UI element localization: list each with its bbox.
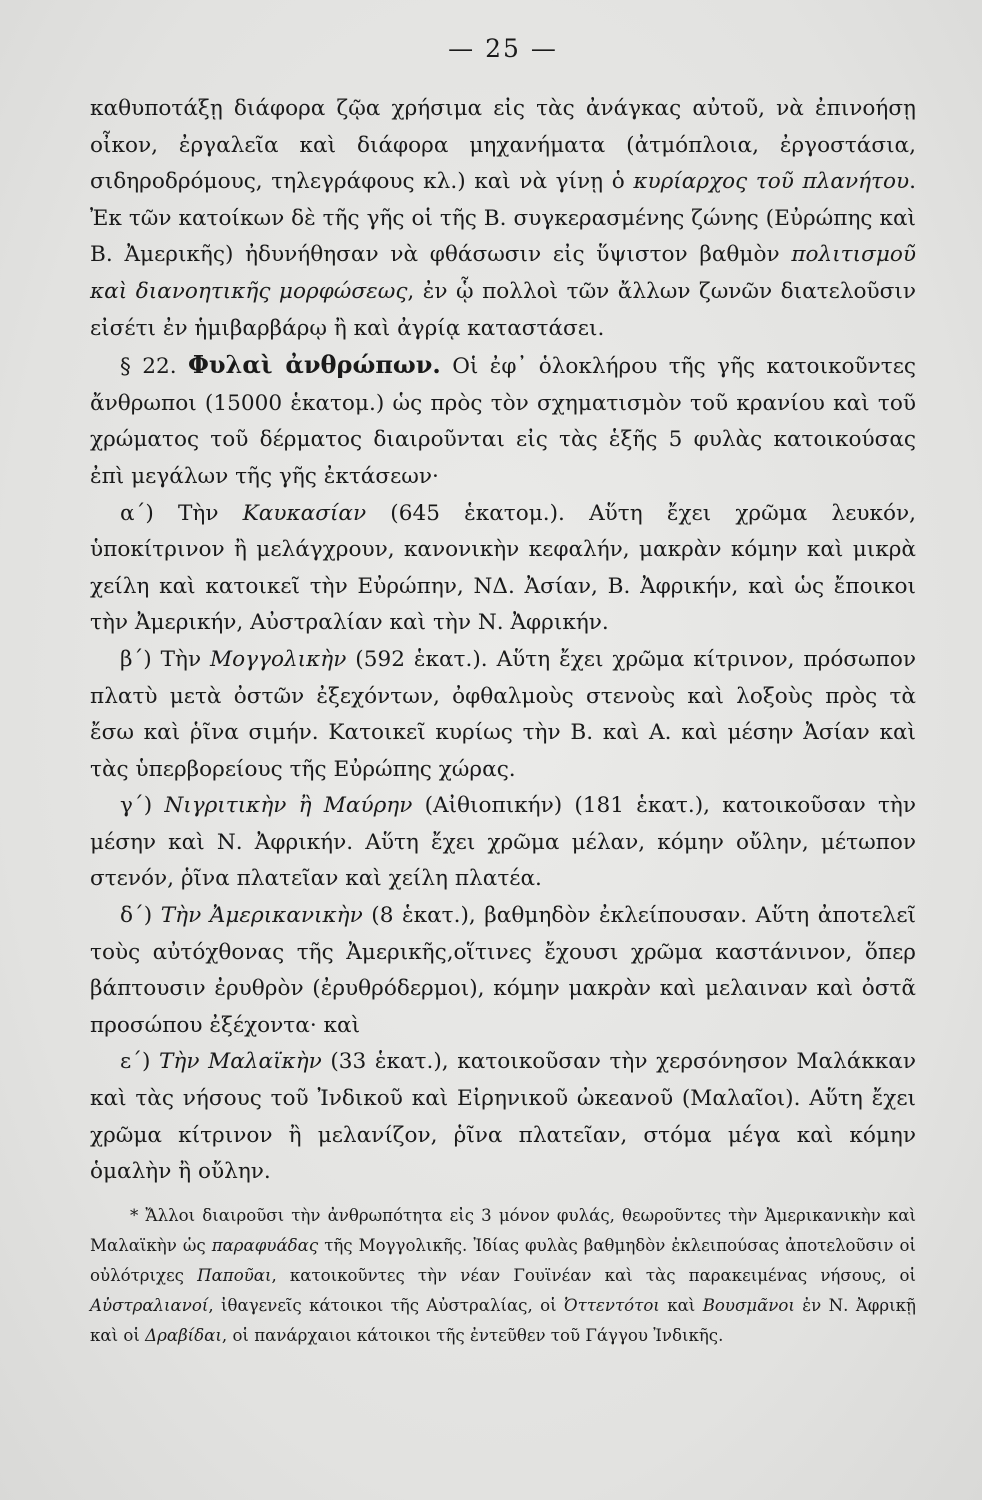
paragraph-1: καθυποτάξῃ διάφορα ζῷα χρήσιμα εἰς τὰς ἀνάγκας αὐτοῦ, νὰ ἐπινοήσῃ οἶκον, ἐργαλεῖα καὶ διάφορα μηχανήματα (ἀτμόπλοια, ἐργοστάσια, σιδηροδρόμους, τηλεγράφους κλ.) καὶ νὰ γίνῃ ὁ κυρίαρχος τοῦ πλανήτου. Ἐκ τῶν κατοίκων δὲ τῆς γῆς οἱ τῆς Β. συγκερασμένης ζώνης (Εὐρώπης καὶ Β. Ἀμερικῆς) ἠδυνήθησαν νὰ φθάσωσιν εἰς ὕψιστον βαθμὸν πολιτισμοῦ καὶ διανοητικῆς μορφώσεως, ἐν ᾧ πολλοὶ τῶν ἄλλων ζωνῶν διατελοῦσιν εἰσέτι ἐν ἡμιβαρβάρῳ ἢ καὶ ἀγρίᾳ καταστάσει. (90, 96, 916, 341)
footnote: * Ἄλλοι διαιροῦσι τὴν ἀνθρωπότητα εἰς 3 μόνον φυλάς, θεωροῦντες τὴν Ἀμερικανικὴν καὶ Μαλαϊκὴν ὡς παραφυάδας τῆς Μογγολικῆς. Ἰδίας φυλὰς βαθμηδὸν ἐκλειπούσας ἀποτελοῦσιν οἱ οὐλότριχες Παποῦαι, κατοικοῦντες τὴν νέαν Γουϊνέαν καὶ τὰς παρακειμένας νήσους, οἱ Αὐστραλιανοί, ἰθαγενεῖς κάτοικοι τῆς Αὐστραλίας, οἱ Ὀττεντότοι καὶ Βουσμᾶνοι ἐν Ν. Ἀφρικῇ καὶ οἱ Δραβίδαι, οἱ πανάρχαιοι κάτοικοι τῆς ἐντεῦθεν τοῦ Γάγγου Ἰνδικῆς. (90, 1205, 916, 1345)
section-22-paragraph: § 22. Φυλαὶ ἀνθρώπων. Οἱ ἐφ᾽ ὁλοκλήρου τῆς γῆς κατοικοῦντες ἄνθρωποι (15000 ἑκατομ.) ὡς πρὸς τὸν σχηματισμὸν τοῦ κρανίου καὶ τοῦ χρώματος τοῦ δέρματος διαιροῦνται εἰς τὰς ἑξῆς 5 φυλὰς κατοικούσας ἐπὶ μεγάλων τῆς γῆς ἐκτάσεων· (90, 350, 917, 489)
race-name: Νιγριτικὴν ἢ Μαύρην (164, 793, 413, 819)
race-name: Τὴν Μαλαϊκὴν (159, 1049, 322, 1075)
race-name: Τὴν Ἀμερικανικὴν (160, 903, 363, 929)
section-title: Φυλαὶ ἀνθρώπων. (188, 350, 441, 380)
race-name: Καυκασίαν (242, 500, 367, 526)
race-name: Μογγολικὴν (210, 646, 347, 672)
emphasis: πολιτισμοῦ καὶ διανοητικῆς μορφώσεως (90, 242, 916, 304)
race-caucasian: α΄) Τὴν Καυκασίαν (645 ἑκατομ.). Αὕτη ἔχει χρῶμα λευκόν, ὑποκίτρινον ἢ μελάγχρουν, κανονικὴν κεφαλήν, μακρὰν κόμην καὶ μικρὰ χείλη καὶ κατοικεῖ τὴν Εὐρώπην, ΝΔ. Ἀσίαν, Β. Ἀφρικήν, καὶ ὡς ἔποικοι τὴν Ἀμερικήν, Αὐστραλίαν καὶ τὴν Ν. Ἀφρικήν. (90, 500, 917, 636)
race-mongolian: β΄) Τὴν Μογγολικὴν (592 ἑκατ.). Αὕτη ἔχει χρῶμα κίτρινον, πρόσωπον πλατὺ μετὰ ὀστῶν ἐξεχόντων, ὀφθαλμοὺς στενοὺς καὶ λοξοὺς πρὸς τὰ ἔσω καὶ ῥῖνα σιμήν. Κατοικεῖ κυρίως τὴν Β. καὶ Α. καὶ μέσην Ἀσίαν καὶ τὰς ὑπερβορείους τῆς Εὐρώπης χώρας. (90, 646, 916, 782)
page-number: — 25 — (448, 34, 558, 63)
body-text (90, 91, 916, 1191)
race-american: δ΄) Τὴν Ἀμερικανικὴν (8 ἑκατ.), βαθμηδὸν ἐκλείπουσαν. Αὕτη ἀποτελεῖ τοὺς αὐτόχθονας τῆς Ἀμερικῆς,οἵτινες ἔχουσι χρῶμα καστάνινον, ὅπερ βάπτουσιν ἐρυθρὸν (ἐρυθρόδερμοι), κόμην μακρὰν καὶ μελαιναν καὶ ὀστᾶ προσώπου ἐξέχοντα· καὶ (90, 903, 916, 1038)
race-malay: ε΄) Τὴν Μαλαϊκὴν (33 ἑκατ.), κατοικοῦσαν τὴν χερσόνησον Μαλάκκαν καὶ τὰς νήσους τοῦ Ἰνδικοῦ καὶ Εἰρηνικοῦ ὠκεανοῦ (Μαλαῖοι). Αὕτη ἔχει χρῶμα κίτρινον ἢ μελανίζον, ῥῖνα πλατεῖαν, στόμα μέγα καὶ κόμην ὁμαλὴν ἢ οὔλην. (90, 1049, 916, 1185)
race-negroid: γ΄) Νιγριτικὴν ἢ Μαύρην (Αἰθιοπικήν) (181 ἑκατ.), κατοικοῦσαν τὴν μέσην καὶ Ν. Ἀφρικήν. Αὕτη ἔχει χρῶμα μέλαν, κόμην οὔλην, μέτωπον στενόν, ῥῖνα πλατεῖαν καὶ χείλη πλατέα. (90, 793, 916, 892)
emphasis: κυρίαρχος τοῦ πλανήτου (633, 169, 910, 195)
